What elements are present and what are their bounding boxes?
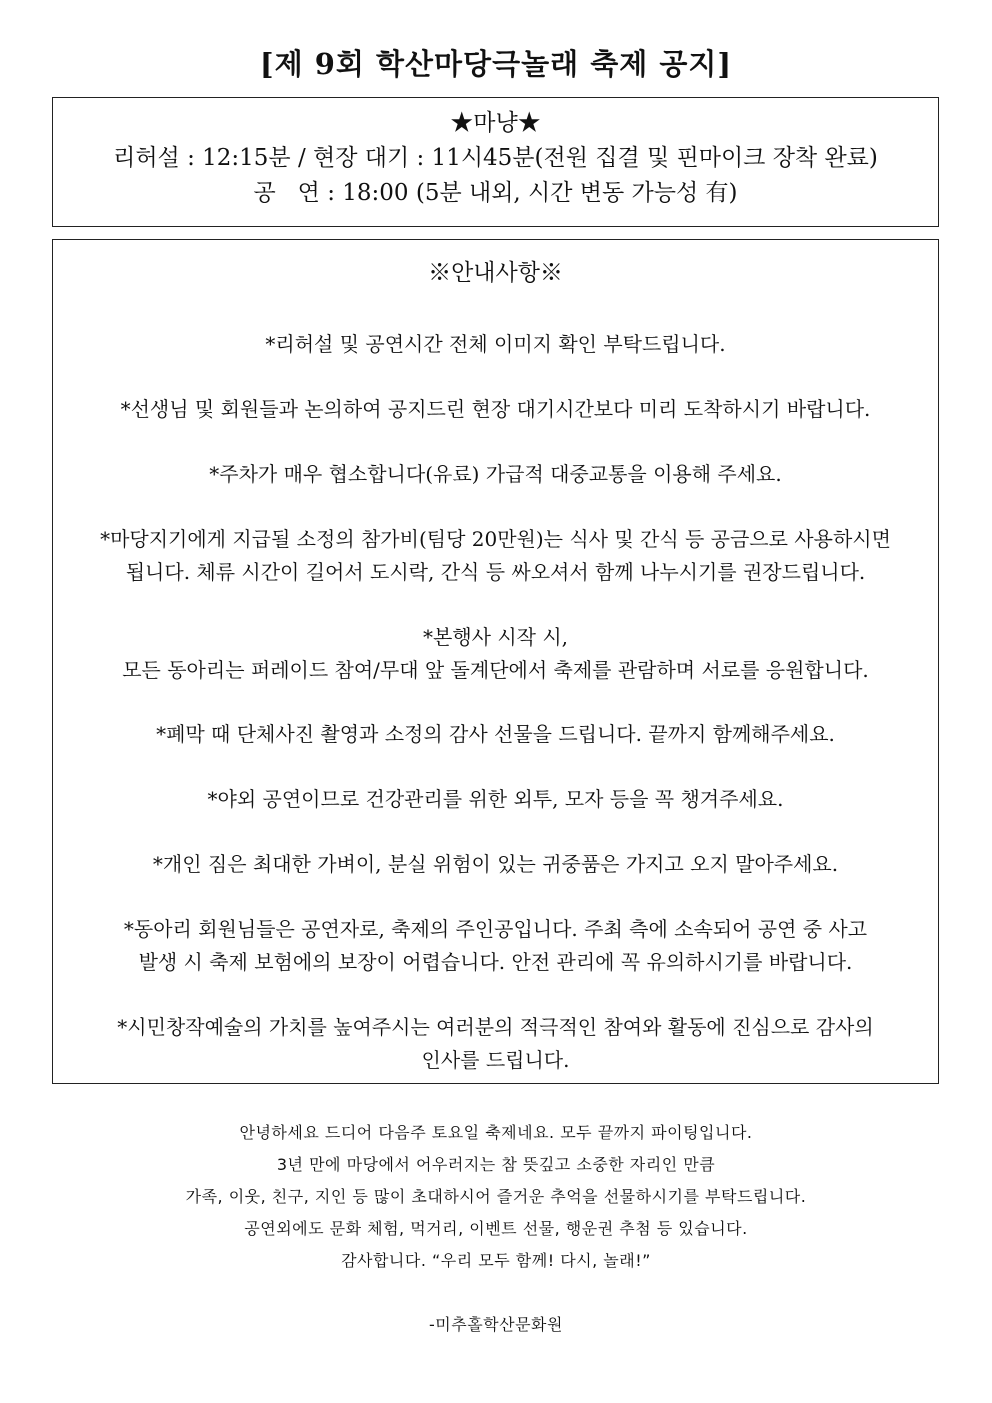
notice-item — [53, 718, 938, 751]
page-title: [제 9회 학산마당극놀래 축제 공지] — [259, 47, 733, 81]
notice-line: *리허설 및 공연시간 전체 이미지 확인 부탁드립니다. — [265, 332, 726, 356]
closing-line: 안녕하세요 드디어 다음주 토요일 축제네요. 모두 끝까지 파이팅입니다. — [239, 1123, 753, 1142]
notice-box — [52, 239, 939, 1084]
closing-line: 감사합니다. “우리 모두 함께! 다시, 놀래!” — [341, 1251, 651, 1270]
closing-line: 가족, 이웃, 친구, 지인 등 많이 초대하시어 즐거운 추억을 선물하시기를 부탁드립니다. — [185, 1187, 807, 1206]
notice-line: *마당지기에게 지급될 소정의 참가비(팀당 20만원)는 식사 및 간식 등 공금으로 사용하시면 — [100, 527, 891, 551]
notice-item — [53, 458, 938, 491]
notice-line: 인사를 드립니다. — [421, 1048, 570, 1072]
notice-item — [53, 621, 938, 687]
signature: -미추홀학산문화원 — [429, 1315, 563, 1334]
notice-line: *야외 공연이므로 건강관리를 위한 외투, 모자 등을 꼭 챙겨주세요. — [207, 787, 784, 811]
performance-time: 공 연 : 18:00 (5분 내외, 시간 변동 가능성 有) — [253, 180, 738, 206]
closing-line: 3년 만에 마당에서 어우러지는 참 뜻깊고 소중한 자리인 만큼 — [276, 1155, 716, 1174]
notice-item — [53, 328, 938, 361]
notice-line: *폐막 때 단체사진 촬영과 소정의 감사 선물을 드립니다. 끝까지 함께해주세요. — [156, 722, 835, 746]
team-name: ★마냥★ — [450, 110, 541, 136]
notice-item — [53, 523, 938, 589]
notice-line: 발생 시 축제 보험에의 보장이 어렵습니다. 안전 관리에 꼭 유의하시기를 바랍니다. — [138, 950, 853, 974]
notice-line: *본행사 시작 시, — [423, 625, 568, 649]
schedule-box — [52, 97, 939, 227]
notice-line: *시민창작예술의 가치를 높여주시는 여러분의 적극적인 참여와 활동에 진심으로 감사의 — [117, 1015, 874, 1039]
notice-item — [53, 1011, 938, 1077]
notice-line: *주차가 매우 협소합니다(유료) 가급적 대중교통을 이용해 주세요. — [209, 462, 782, 486]
notice-line: *개인 짐은 최대한 가벼이, 분실 위험이 있는 귀중품은 가지고 오지 말아주세요. — [152, 852, 839, 876]
notice-line: *선생님 및 회원들과 논의하여 공지드린 현장 대기시간보다 미리 도착하시기 바랍니다. — [120, 397, 871, 421]
notice-heading: ※안내사항※ — [428, 260, 563, 286]
notice-line: 됩니다. 체류 시간이 길어서 도시락, 간식 등 싸오셔서 함께 나누시기를 권장드립니다. — [125, 560, 866, 584]
notice-line: *동아리 회원님들은 공연자로, 축제의 주인공입니다. 주최 측에 소속되어 공연 중 사고 — [123, 917, 868, 941]
notice-item — [53, 913, 938, 979]
notice-item — [53, 783, 938, 816]
rehearsal-time: 리허설 : 12:15분 / 현장 대기 : 11시45분(전원 집결 및 핀마이크 장착 완료) — [113, 145, 878, 171]
notice-item — [53, 393, 938, 426]
notice-line: 모든 동아리는 퍼레이드 참여/무대 앞 돌계단에서 축제를 관람하며 서로를 응원합니다. — [122, 658, 869, 682]
notice-item — [53, 848, 938, 881]
closing-line: 공연외에도 문화 체험, 먹거리, 이벤트 선물, 행운권 추첨 등 있습니다. — [244, 1219, 748, 1238]
